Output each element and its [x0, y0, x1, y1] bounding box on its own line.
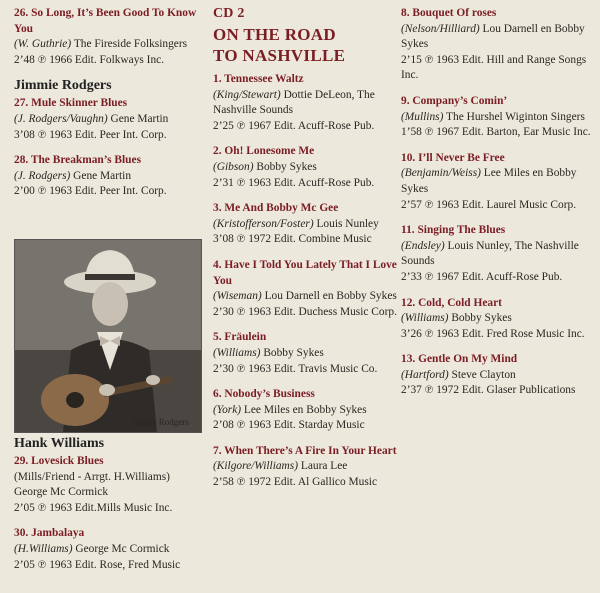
track-13 — [401, 352, 593, 399]
track-artist: Gene Martin — [107, 112, 169, 125]
track-artist: The Fireside Folksingers — [71, 38, 188, 51]
track-6 — [213, 387, 399, 434]
track-30 — [14, 526, 204, 573]
track-27 — [14, 96, 200, 143]
track-credit: (Mills/Friend - Arrgt. H.Williams) — [14, 470, 170, 483]
track-artist: Lou Darnell en Bobby Sykes — [401, 22, 585, 51]
track-credit: (J. Rodgers/Vaughn) — [14, 112, 108, 125]
track-edition: 2’25 ℗ 1967 Edit. Acuff-Rose Pub. — [213, 119, 375, 132]
track-title: 12. Cold, Cold Heart — [401, 296, 502, 309]
track-5 — [213, 330, 399, 377]
track-edition: 2’00 ℗ 1963 Edit. Peer Int. Corp. — [14, 185, 167, 198]
track-12 — [401, 296, 593, 343]
track-title: 10. I’ll Never Be Free — [401, 151, 505, 164]
track-artist: Bobby Sykes — [260, 346, 324, 359]
track-28 — [14, 153, 200, 200]
track-title: 26. So Long, It’s Been Good To Know You — [14, 7, 197, 35]
track-credit: (Kristofferson/Foster) — [213, 217, 314, 230]
track-edition: 2’30 ℗ 1963 Edit. Travis Music Co. — [213, 362, 378, 375]
cd-title — [213, 24, 399, 66]
track-edition: 3’08 ℗ 1972 Edit. Combine Music — [213, 233, 372, 246]
track-artist: Laura Lee — [298, 460, 348, 473]
photo-illustration — [15, 240, 201, 432]
track-credit: (Gibson) — [213, 160, 254, 173]
track-artist: Dottie DeLeon, The Nashville Sounds — [213, 88, 375, 117]
track-edition: 2’37 ℗ 1972 Edit. Glaser Publications — [401, 384, 576, 397]
track-credit: (York) — [213, 403, 242, 416]
track-1 — [213, 72, 399, 134]
track-edition: 2’05 ℗ 1963 Edit. Rose, Fred Music — [14, 558, 181, 571]
cd-title-line-1: ON THE ROAD — [213, 25, 336, 44]
track-10 — [401, 151, 593, 213]
track-artist: Bobby Sykes — [253, 160, 317, 173]
track-title: 8. Bouquet Of roses — [401, 7, 497, 19]
hank-williams-block — [14, 436, 204, 583]
track-title: 27. Mule Skinner Blues — [14, 97, 128, 110]
photo-caption: Jimmy Rodgers — [132, 417, 189, 427]
track-credit: (Wiseman) — [213, 290, 262, 303]
track-edition: 2’48 ℗ 1966 Edit. Folkways Inc. — [14, 53, 165, 66]
track-edition: 2’58 ℗ 1972 Edit. Al Gallico Music — [213, 476, 377, 489]
track-edition: 2’08 ℗ 1963 Edit. Starday Music — [213, 419, 365, 432]
track-credit: (Williams) — [213, 346, 261, 359]
track-edition: 1’58 ℗ 1967 Edit. Barton, Ear Music Inc. — [401, 126, 591, 139]
track-29 — [14, 454, 204, 516]
track-artist: George Mc Cormick — [72, 542, 170, 555]
track-title: 6. Nobody’s Business — [213, 388, 315, 401]
track-artist: Gene Martin — [70, 169, 132, 182]
track-artist: George Mc Cormick — [14, 486, 109, 499]
track-title: 3. Me And Bobby Mc Gee — [213, 202, 339, 215]
track-title: 29. Lovesick Blues — [14, 455, 104, 467]
track-3 — [213, 201, 399, 248]
column-1 — [14, 6, 200, 210]
track-credit: (Williams) — [401, 312, 449, 325]
track-title: 28. The Breakman’s Blues — [14, 154, 142, 167]
track-4 — [213, 258, 399, 320]
track-edition: 3’08 ℗ 1963 Edit. Peer Int. Corp. — [14, 128, 167, 141]
track-credit: (Nelson/Hilliard) — [401, 22, 480, 35]
column-3 — [401, 6, 593, 409]
track-8 — [401, 6, 593, 84]
track-edition: 2’15 ℗ 1963 Edit. Hill and Range Songs Inc. — [401, 53, 587, 82]
track-title: 5. Fräulein — [213, 331, 267, 344]
cd-title-line-2: TO NASHVILLE — [213, 46, 346, 65]
track-edition: 2’05 ℗ 1963 Edit.Mills Music Inc. — [14, 501, 173, 514]
track-title: 9. Company’s Comin’ — [401, 94, 508, 107]
track-title: 30. Jambalaya — [14, 527, 85, 540]
track-credit: (Hartford) — [401, 368, 449, 381]
track-11 — [401, 223, 593, 285]
track-title: 13. Gentle On My Mind — [401, 353, 518, 366]
track-credit: (J. Rodgers) — [14, 169, 71, 182]
track-7 — [213, 444, 399, 491]
track-edition: 3’26 ℗ 1963 Edit. Fred Rose Music Inc. — [401, 327, 585, 340]
track-credit: (Endsley) — [401, 239, 445, 252]
track-artist: Louis Nunley, The Nashville Sounds — [401, 239, 579, 268]
track-26 — [14, 6, 200, 68]
track-artist: Lee Miles en Bobby Sykes — [401, 167, 577, 195]
track-credit: (W. Guthrie) — [14, 38, 72, 51]
track-credit: (King/Stewart) — [213, 88, 281, 101]
artist-heading-hank: Hank Williams — [14, 436, 105, 451]
track-title: 11. Singing The Blues — [401, 224, 506, 237]
track-2 — [213, 144, 399, 191]
track-artist: Louis Nunley — [313, 217, 379, 230]
track-artist: Bobby Sykes — [448, 312, 512, 325]
track-edition: 2’30 ℗ 1963 Edit. Duchess Music Corp. — [213, 305, 397, 318]
track-artist: Lou Darnell en Bobby Sykes — [261, 290, 397, 303]
track-credit: (H.Williams) — [14, 542, 73, 555]
track-9 — [401, 94, 593, 141]
track-edition: 2’33 ℗ 1967 Edit. Acuff-Rose Pub. — [401, 270, 563, 283]
track-title: 2. Oh! Lonesome Me — [213, 145, 315, 158]
track-artist: Steve Clayton — [448, 368, 516, 381]
track-artist: The Hurshel Wiginton Singers — [443, 110, 585, 123]
track-edition: 2’57 ℗ 1963 Edit. Laurel Music Corp. — [401, 198, 577, 211]
artist-heading-jimmie: Jimmie Rodgers — [14, 78, 112, 94]
track-title: 7. When There’s A Fire In Your Heart — [213, 444, 397, 457]
track-artist: Lee Miles en Bobby Sykes — [241, 403, 367, 416]
track-credit: (Benjamin/Weiss) — [401, 167, 481, 180]
jimmie-rodgers-photo — [14, 239, 202, 433]
track-edition: 2’31 ℗ 1963 Edit. Acuff-Rose Pub. — [213, 176, 375, 189]
column-2 — [213, 6, 399, 501]
track-title: 1. Tennessee Waltz — [213, 73, 304, 85]
track-credit: (Mullins) — [401, 110, 444, 123]
track-credit: (Kilgore/Williams) — [213, 460, 299, 473]
cd-label: CD 2 — [213, 6, 245, 21]
track-title: 4. Have I Told You Lately That I Love You — [213, 258, 397, 287]
